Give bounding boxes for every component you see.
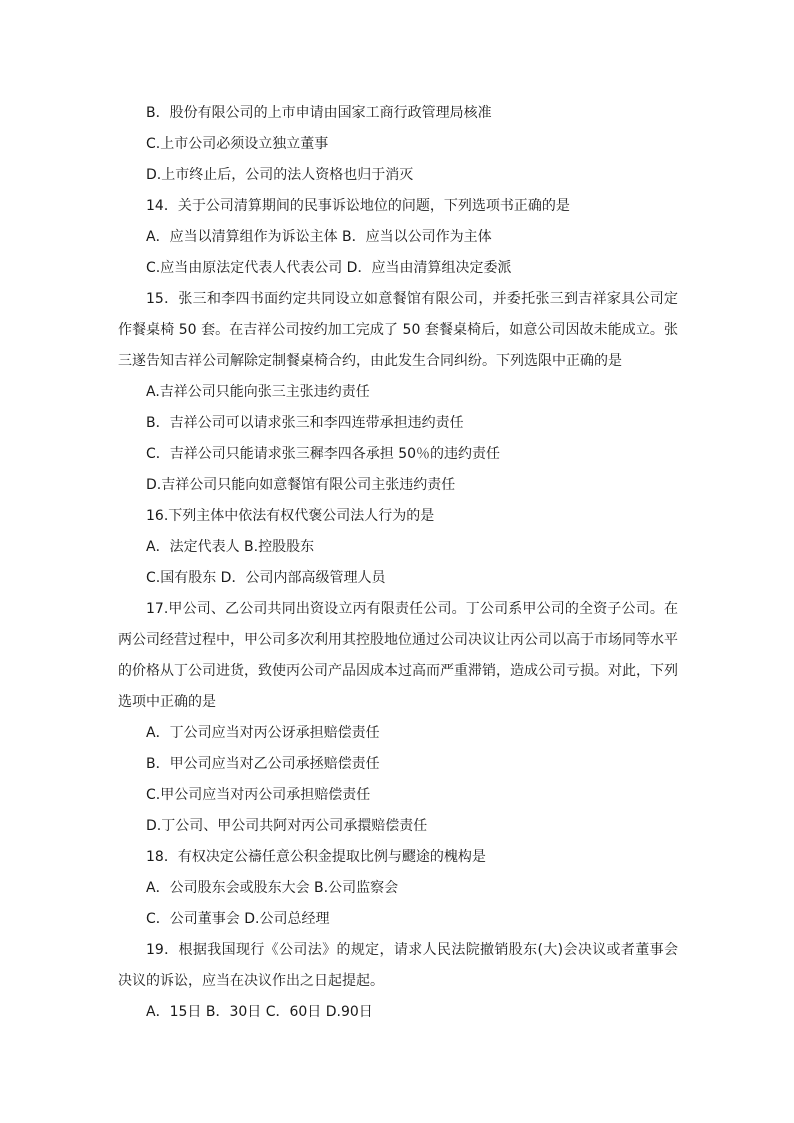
question-14: 14．关于公司清算期间的民事诉讼地位的问题，下列选项书正确的是 xyxy=(146,198,570,214)
question-19: 19．根据我国现行《公司法》的规定，请求人民法院撤销股东(大)会决议或者董事会决议的诉讼，应当在决议作出之日起提起。 xyxy=(118,942,678,989)
option-15b: B．吉祥公司可以请求张三和李四连带承担违约责任 xyxy=(146,415,464,431)
option-17b: B．甲公司应当对乙公司承拯赔偿责任 xyxy=(146,756,380,772)
question-17: 17.甲公司、乙公司共同出资设立丙有限责任公司。丁公司系甲公司的全资子公司。在两公司经营过程中，甲公司多次利用其控股地位通过公司决议让丙公司以高于市场同等水平的价格从丁公司进货，致使丙公司产品因成本过高而严重滞销，造成公司亏损。对此，下列选项中正确的是 xyxy=(118,601,678,710)
option-13b: B．股份有限公司的上市申请由国家工商行政管理局核准 xyxy=(146,105,492,121)
options-18cd: C．公司董事会 D.公司总经理 xyxy=(146,911,330,927)
option-13c: C.上市公司必须设立独立董事 xyxy=(146,136,329,152)
options-14ab: A．应当以清算组作为诉讼主体 B．应当以公司作为主体 xyxy=(146,229,492,245)
options-18ab: A．公司股东会或股东大会 B.公司监察会 xyxy=(146,880,399,896)
question-15: 15．张三和李四书面约定共同设立如意餐馆有限公司，并委托张三到吉祥家具公司定作餐桌椅 50 套。在吉祥公司按约加工完成了 50 套餐桌椅后，如意公司因故未能成立。张三遂告知吉祥公司解除定制餐桌椅合约，由此发生合同纠纷。下列选限中正确的是 xyxy=(118,291,678,369)
options-16ab: A．法定代表人 B.控股股东 xyxy=(146,539,315,555)
document-body xyxy=(118,98,678,1028)
options-16cd: C.国有股东 D．公司内部高级管理人员 xyxy=(146,570,386,586)
question-16: 16.下列主体中依法有权代褒公司法人行为的是 xyxy=(146,508,435,524)
option-15a: A.吉祥公司只能向张三主张违约责任 xyxy=(146,384,370,400)
options-19: A．15日 B．30日 C．60日 D.90日 xyxy=(146,1004,373,1020)
option-17c: C.甲公司应当对丙公司承担赔偿责任 xyxy=(146,787,371,803)
option-17d: D.丁公司、甲公司共阿对丙公司承擐赔偿责任 xyxy=(146,818,428,834)
option-17a: A．丁公司应当对丙公讶承担赔偿责任 xyxy=(146,725,380,741)
option-15d: D.吉祥公司只能向如意餐馆有限公司主张违约责任 xyxy=(146,477,456,493)
option-13d: D.上市终止后，公司的法人资格也归于消灭 xyxy=(146,167,414,183)
options-14cd: C.应当由原法定代表人代表公司 D．应当由清算组决定委派 xyxy=(146,260,512,276)
question-18: 18．有权决定公禱任意公积金提取比例与飂途的槐构是 xyxy=(146,849,486,865)
option-15c: C．吉祥公司只能请求张三穉李四各承担 50％的违约责任 xyxy=(146,446,501,462)
